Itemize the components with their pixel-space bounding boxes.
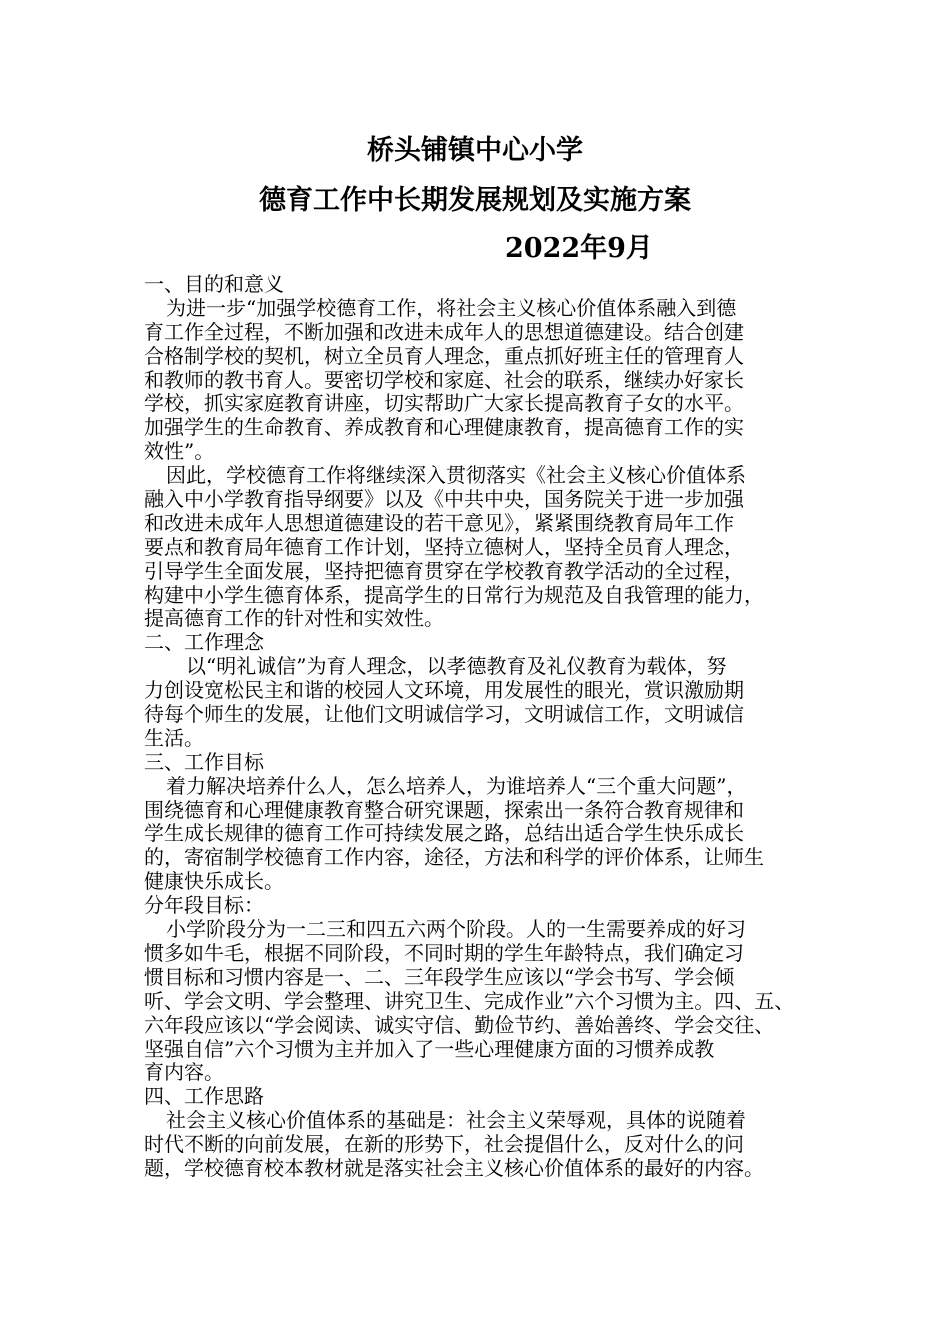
paragraph-line: 坚强自信”六个习惯为主并加入了一些心理健康方面的习惯养成教 — [144, 1036, 715, 1061]
paragraph-line: 生活。 — [144, 725, 204, 750]
paragraph-line: 小学阶段分为一二三和四五六两个阶段。人的一生需要养成的好习 — [166, 917, 746, 942]
section-heading: 分年段目标： — [144, 893, 264, 918]
paragraph-line: 加强学生的生命教育、养成教育和心理健康教育，提高德育工作的实 — [144, 415, 744, 440]
paragraph-line: 合格制学校的契机，树立全员育人理念，重点抓好班主任的管理育人 — [144, 343, 744, 368]
document-body — [144, 273, 824, 1181]
section-heading: 四、工作思路 — [144, 1084, 264, 1109]
paragraph-line: 力创设宽松民主和谐的校园人文环境，用发展性的眼光，赏识激励期 — [144, 678, 744, 703]
paragraph-line: 着力解决培养什么人，怎么培养人，为谁培养人“三个重大问题”， — [166, 773, 747, 798]
paragraph-line: 待每个师生的发展，让他们文明诚信学习，文明诚信工作，文明诚信 — [144, 702, 744, 727]
paragraph-line: 听、学会文明、学会整理、讲究卫生、完成作业”六个习惯为主。四、五、 — [144, 988, 795, 1013]
paragraph-line: 育工作全过程，不断加强和改进未成年人的思想道德建设。结合创建 — [144, 319, 744, 344]
paragraph-line: 提高德育工作的针对性和实效性。 — [144, 606, 444, 631]
paragraph-line: 以“明礼诚信”为育人理念，以孝德教育及礼仪教育为载体，努 — [186, 654, 727, 679]
paragraph-line: 题，学校德育校本教材就是落实社会主义核心价值体系的最好的内容。 — [144, 1155, 764, 1180]
paragraph-line: 和改进未成年人思想道德建设的若干意见》，紧紧围绕教育局年工作 — [144, 510, 734, 535]
paragraph-line: 学生成长规律的德育工作可持续发展之路，总结出适合学生快乐成长 — [144, 821, 744, 846]
section-heading: 一、目的和意义 — [144, 272, 284, 296]
plan-title: 德育工作中长期发展规划及实施方案 — [259, 185, 691, 216]
paragraph-line: 围绕德育和心理健康教育整合研究课题，探索出一条符合教育规律和 — [144, 797, 744, 822]
paragraph-line: 学校，抓实家庭教育讲座，切实帮助广大家长提高教育子女的水平。 — [144, 391, 744, 416]
section-heading: 二、工作理念 — [144, 630, 264, 655]
paragraph-line: 和教师的教书育人。要密切学校和家庭、社会的联系，继续办好家长 — [144, 367, 744, 392]
section-heading: 三、工作目标 — [144, 749, 264, 774]
paragraph-line: 融入中小学教育指导纲要》以及《中共中央，国务院关于进一步加强 — [144, 487, 744, 512]
school-title: 桥头铺镇中心小学 — [367, 135, 583, 166]
paragraph-line: 效性”。 — [144, 439, 215, 464]
paragraph-line: 社会主义核心价值体系的基础是：社会主义荣辱观，具体的说随着 — [166, 1108, 746, 1133]
paragraph-line: 为进一步“加强学校德育工作，将社会主义核心价值体系融入到德 — [166, 295, 737, 320]
paragraph-line: 构建中小学生德育体系，提高学生的日常行为规范及自我管理的能力， — [144, 582, 764, 607]
paragraph-line: 健康快乐成长。 — [144, 869, 284, 894]
plan-date: 2022年9月 — [505, 233, 653, 264]
paragraph-line: 时代不断的向前发展，在新的形势下，社会提倡什么，反对什么的问 — [144, 1132, 744, 1157]
paragraph-line: 引导学生全面发展，坚持把德育贯穿在学校教育教学活动的全过程， — [144, 558, 744, 583]
paragraph-line: 的，寄宿制学校德育工作内容，途径，方法和科学的评价体系，让师生 — [144, 845, 764, 870]
paragraph-line: 育内容。 — [144, 1060, 224, 1085]
paragraph-line: 惯多如牛毛，根据不同阶段，不同时期的学生年龄特点，我们确定习 — [144, 940, 744, 965]
paragraph-line: 因此，学校德育工作将继续深入贯彻落实《社会主义核心价值体系 — [166, 463, 746, 488]
paragraph-line: 要点和教育局年德育工作计划，坚持立德树人，坚持全员育人理念， — [144, 534, 744, 559]
paragraph-line: 惯目标和习惯内容是一、二、三年段学生应该以“学会书写、学会倾 — [144, 964, 735, 989]
paragraph-line: 六年段应该以“学会阅读、诚实守信、勤俭节约、善始善终、学会交往、 — [144, 1012, 775, 1037]
